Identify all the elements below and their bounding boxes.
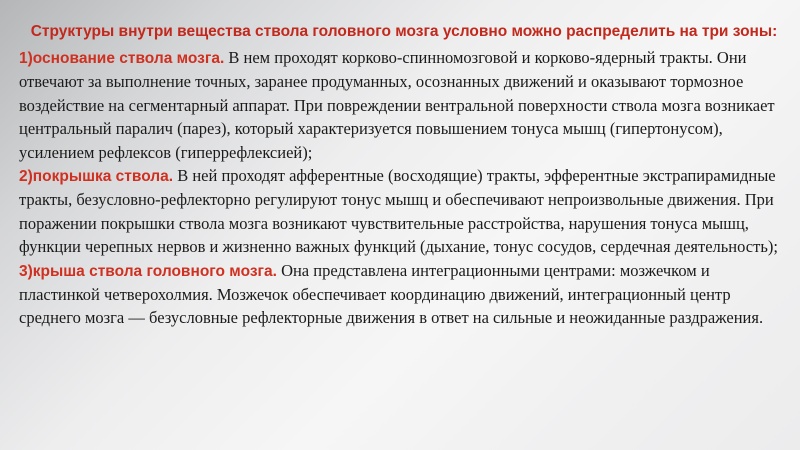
section-heading: 3)крыша ствола головного мозга. — [19, 262, 277, 280]
section-base — [19, 46, 789, 164]
section-text: В ней проходят афферентные (восходящие) тракты, эфферентные экстрапирамидные тракты, безусловно-рефлекторно регулируют тонус мышц и обеспечивают непроизвольные движения. При поражении покрышки ствола мозга возникают чувствительные расстройства, нарушения тонуса мышц, функции черепных нервов и жизненно важных функций (дыхание, тонус сосудов, сердечная деятельность); — [19, 166, 778, 257]
slide-body — [19, 46, 789, 330]
slide-title: Структуры внутри вещества ствола головного мозга условно можно распределить на три зоны: — [30, 23, 778, 40]
section-text: Она представлена интеграционными центрами: мозжечком и пластинкой четверохолмия. Мозжечок обеспечивает координацию движений, интеграционный центр среднего мозга — безусловные рефлекторные движения в ответ на сильные и неожиданные раздражения. — [19, 260, 764, 328]
section-heading: 1)основание ствола мозга. — [19, 50, 225, 67]
section-text: В нем проходят корково-спинномозговой и корково-ядерный тракты. Они отвечают за выполнение точных, заранее продуманных, осознанных движений и оказывают тормозное воздействие на сегментарный аппарат. При повреждении вентральной поверхности ствола мозга возникает центральный паралич (парез), который характеризуется повышением тонуса мышц (гипертонусом), усилением рефлексов (гиперрефлексией); — [19, 48, 775, 162]
section-heading: 2)покрышка ствола. — [19, 168, 174, 186]
section-tegmentum — [19, 164, 789, 259]
slide — [19, 0, 789, 450]
section-tectum — [19, 259, 789, 330]
